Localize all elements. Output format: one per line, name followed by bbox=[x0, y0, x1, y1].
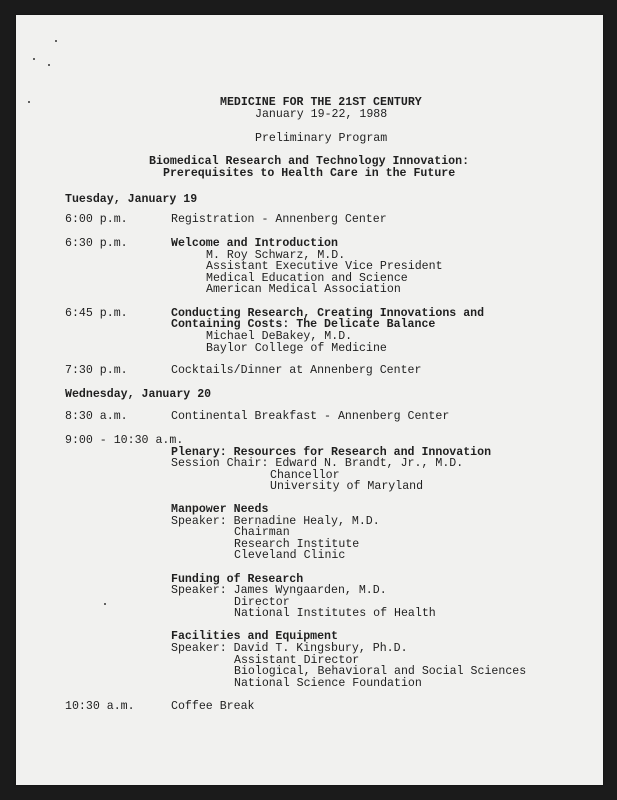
event-title: Continental Breakfast - Annenberg Center bbox=[171, 410, 450, 423]
chair-detail: Chancellor bbox=[270, 469, 340, 482]
paper-speck bbox=[55, 40, 57, 42]
speaker-detail: National Science Foundation bbox=[234, 677, 422, 690]
session-chair: Session Chair: Edward N. Brandt, Jr., M.D. bbox=[171, 457, 464, 470]
session-speaker: Speaker: James Wyngaarden, M.D. bbox=[171, 584, 387, 597]
event-title: Cocktails/Dinner at Annenberg Center bbox=[171, 364, 422, 377]
session-topic: Funding of Research bbox=[171, 573, 304, 586]
session-topic: Facilities and Equipment bbox=[171, 630, 338, 643]
event-title: Registration - Annenberg Center bbox=[171, 213, 387, 226]
program-type: Preliminary Program bbox=[255, 132, 388, 145]
session-speaker: Speaker: Bernadine Healy, M.D. bbox=[171, 515, 380, 528]
event-title: Plenary: Resources for Research and Innovation bbox=[171, 446, 492, 459]
speaker-name: Michael DeBakey, M.D. bbox=[206, 330, 353, 343]
chair-detail: University of Maryland bbox=[270, 480, 424, 493]
speaker-detail: Assistant Director bbox=[234, 654, 360, 667]
time-slot: 10:30 a.m. bbox=[65, 700, 135, 713]
paper-speck bbox=[28, 101, 30, 103]
event-title: Coffee Break bbox=[171, 700, 255, 713]
speaker-detail: American Medical Association bbox=[206, 283, 401, 296]
event-title: Containing Costs: The Delicate Balance bbox=[171, 318, 436, 331]
paper-speck bbox=[33, 58, 35, 60]
session-speaker: Speaker: David T. Kingsbury, Ph.D. bbox=[171, 642, 408, 655]
time-slot: 6:45 p.m. bbox=[65, 307, 128, 320]
event-title: Conducting Research, Creating Innovations and bbox=[171, 307, 485, 320]
event-title: Welcome and Introduction bbox=[171, 237, 338, 250]
speaker-detail: Research Institute bbox=[234, 538, 360, 551]
paper-speck bbox=[48, 64, 50, 66]
subtitle-line-1: Biomedical Research and Technology Innovation: bbox=[149, 155, 470, 168]
speaker-name: M. Roy Schwarz, M.D. bbox=[206, 249, 346, 262]
speaker-detail: Baylor College of Medicine bbox=[206, 342, 387, 355]
speaker-detail: Assistant Executive Vice President bbox=[206, 260, 443, 273]
time-slot: 8:30 a.m. bbox=[65, 410, 128, 423]
speaker-detail: National Institutes of Health bbox=[234, 607, 436, 620]
session-topic: Manpower Needs bbox=[171, 503, 269, 516]
document-title: MEDICINE FOR THE 21ST CENTURY bbox=[220, 96, 422, 109]
time-slot: 7:30 p.m. bbox=[65, 364, 128, 377]
speaker-detail: Biological, Behavioral and Social Sciences bbox=[234, 665, 527, 678]
time-slot: 9:00 - 10:30 a.m. bbox=[65, 434, 184, 447]
event-dates: January 19-22, 1988 bbox=[255, 108, 388, 121]
speaker-detail: Cleveland Clinic bbox=[234, 549, 346, 562]
paper-speck bbox=[104, 603, 106, 605]
subtitle-line-2: Prerequisites to Health Care in the Future bbox=[163, 167, 456, 180]
speaker-detail: Medical Education and Science bbox=[206, 272, 408, 285]
time-slot: 6:30 p.m. bbox=[65, 237, 128, 250]
speaker-detail: Director bbox=[234, 596, 290, 609]
time-slot: 6:00 p.m. bbox=[65, 213, 128, 226]
speaker-detail: Chairman bbox=[234, 526, 290, 539]
day-heading-wednesday: Wednesday, January 20 bbox=[65, 388, 212, 401]
day-heading-tuesday: Tuesday, January 19 bbox=[65, 193, 198, 206]
